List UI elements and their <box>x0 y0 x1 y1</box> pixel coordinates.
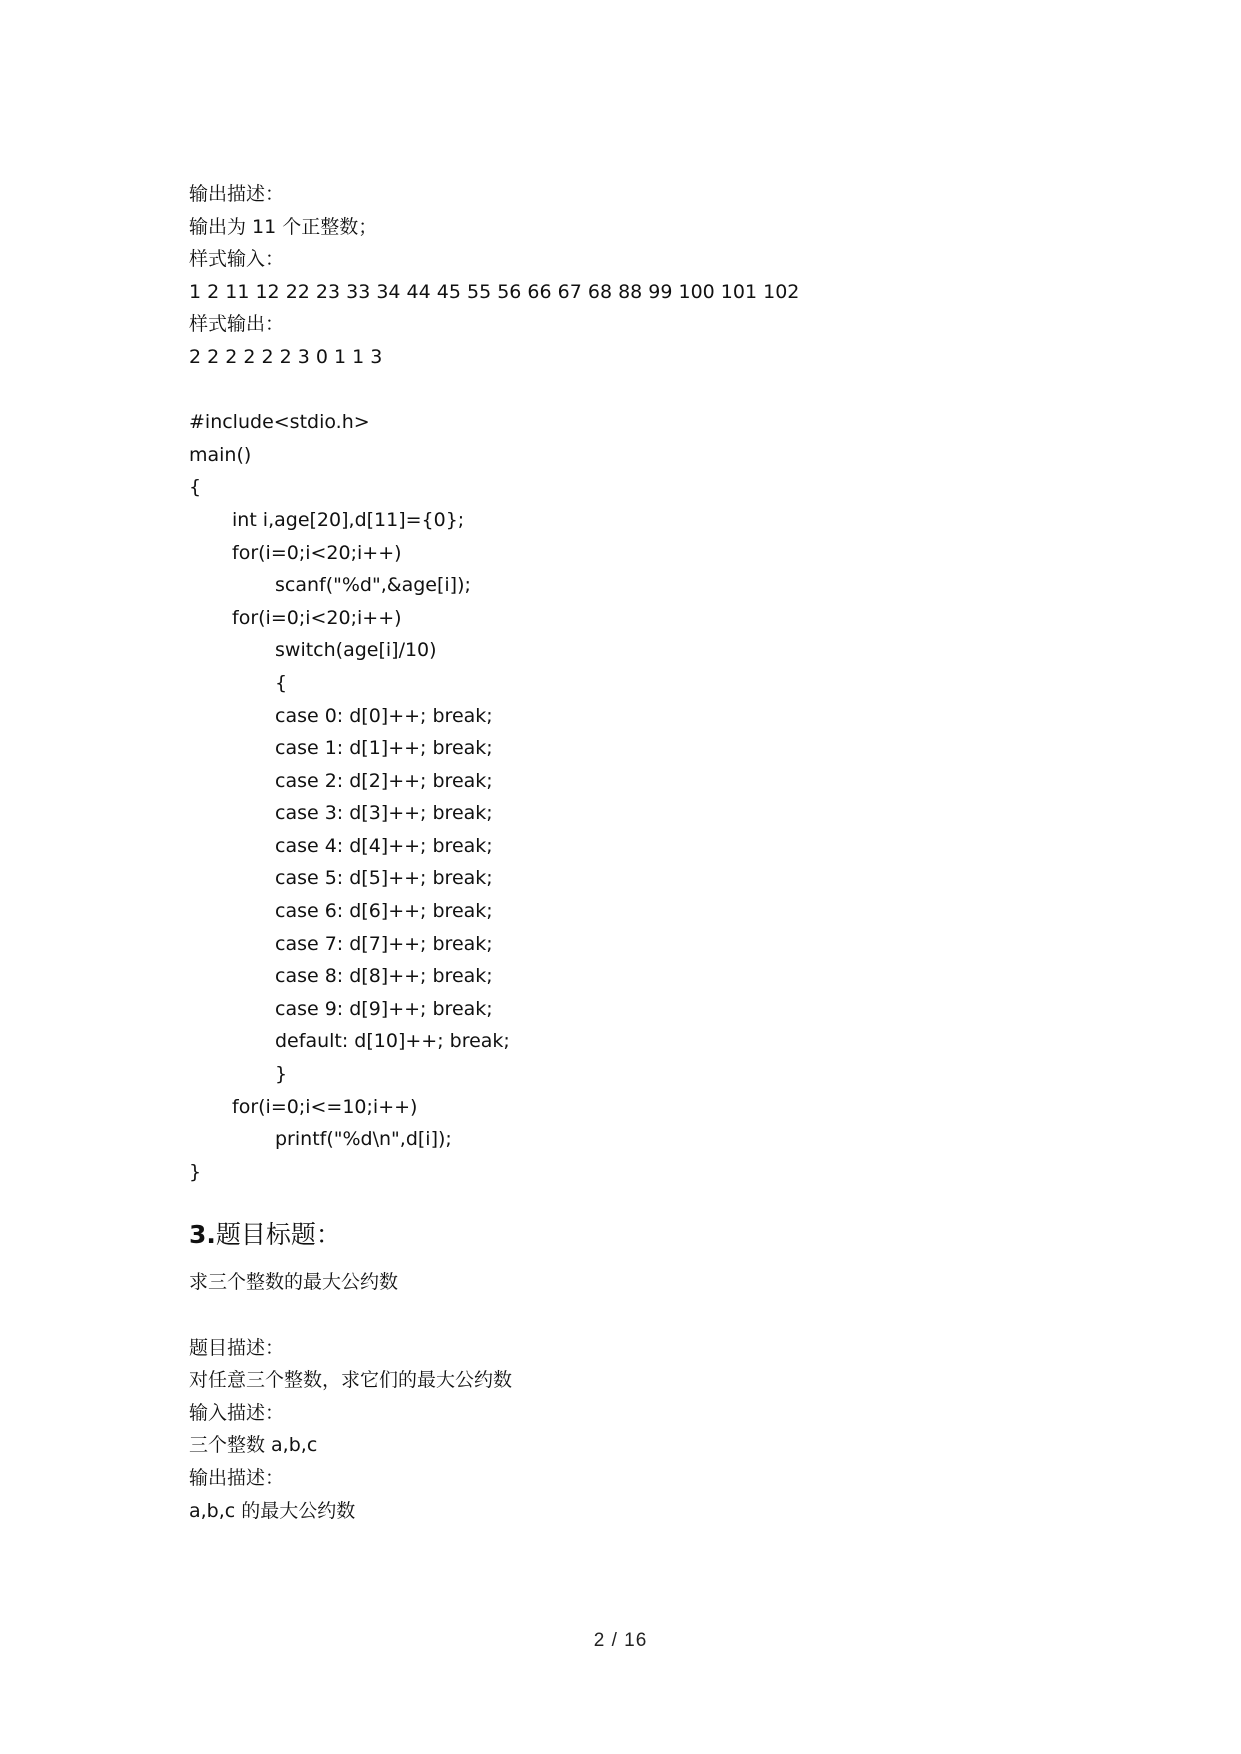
output-desc-label: 输出描述： <box>189 1466 285 1489</box>
code-line: printf("%d\n",d[i]); <box>275 1128 452 1151</box>
code-line: scanf("%d",&age[i]); <box>275 574 471 597</box>
code-line: case 4: d[4]++; break; <box>275 834 493 857</box>
code-line: } <box>275 1063 288 1086</box>
section-heading-text: 题目标题： <box>215 1220 341 1250</box>
code-line: { <box>275 671 288 694</box>
section-heading-number: 3. <box>189 1220 216 1250</box>
problem-desc-text: 对任意三个整数，求它们的最大公约数 <box>189 1369 513 1392</box>
code-line: main() <box>189 443 252 466</box>
sample-input-label: 样式输入： <box>189 248 285 271</box>
problem-title: 求三个整数的最大公约数 <box>189 1271 399 1294</box>
code-line: switch(age[i]/10) <box>275 639 437 662</box>
code-line: case 7: d[7]++; break; <box>275 932 493 955</box>
input-desc-text: 三个整数 a,b,c <box>189 1434 318 1457</box>
code-line: for(i=0;i<20;i++) <box>232 606 402 629</box>
code-block <box>189 406 1089 1188</box>
code-line: case 9: d[9]++; break; <box>275 997 493 1020</box>
code-line: #include<stdio.h> <box>189 411 370 434</box>
page-content <box>189 178 1089 1527</box>
code-line: case 8: d[8]++; break; <box>275 965 493 988</box>
sample-output-text: 2 2 2 2 2 2 3 0 1 1 3 <box>189 345 383 368</box>
code-line: { <box>189 476 202 499</box>
code-line: case 3: d[3]++; break; <box>275 802 493 825</box>
output-desc-label: 输出描述： <box>189 183 285 205</box>
code-line: case 5: d[5]++; break; <box>275 867 493 890</box>
page-number: 2 / 16 <box>593 1630 648 1651</box>
section-heading <box>189 1216 1089 1254</box>
blank-line <box>189 1299 1089 1332</box>
sample-input-text: 1 2 11 12 22 23 33 34 44 45 55 56 66 67 68 88 99 100 101 102 <box>189 280 800 303</box>
problem-desc-label: 题目描述： <box>189 1336 285 1359</box>
input-desc-label: 输入描述： <box>189 1401 285 1424</box>
code-line: for(i=0;i<20;i++) <box>232 541 402 564</box>
sample-output-label: 样式输出： <box>189 313 285 336</box>
code-line: int i,age[20],d[11]={0}; <box>232 508 465 531</box>
code-line: case 0: d[0]++; break; <box>275 704 493 727</box>
code-line: } <box>189 1160 202 1183</box>
code-line: case 1: d[1]++; break; <box>275 737 493 760</box>
code-line: default: d[10]++; break; <box>275 1030 510 1053</box>
blank-line <box>189 374 1089 407</box>
code-line: case 6: d[6]++; break; <box>275 900 493 923</box>
code-line: case 2: d[2]++; break; <box>275 769 493 792</box>
code-line: for(i=0;i<=10;i++) <box>232 1095 418 1118</box>
output-desc-text: a,b,c 的最大公约数 <box>189 1499 356 1522</box>
output-desc-text: 输出为 11 个正整数； <box>189 215 378 238</box>
